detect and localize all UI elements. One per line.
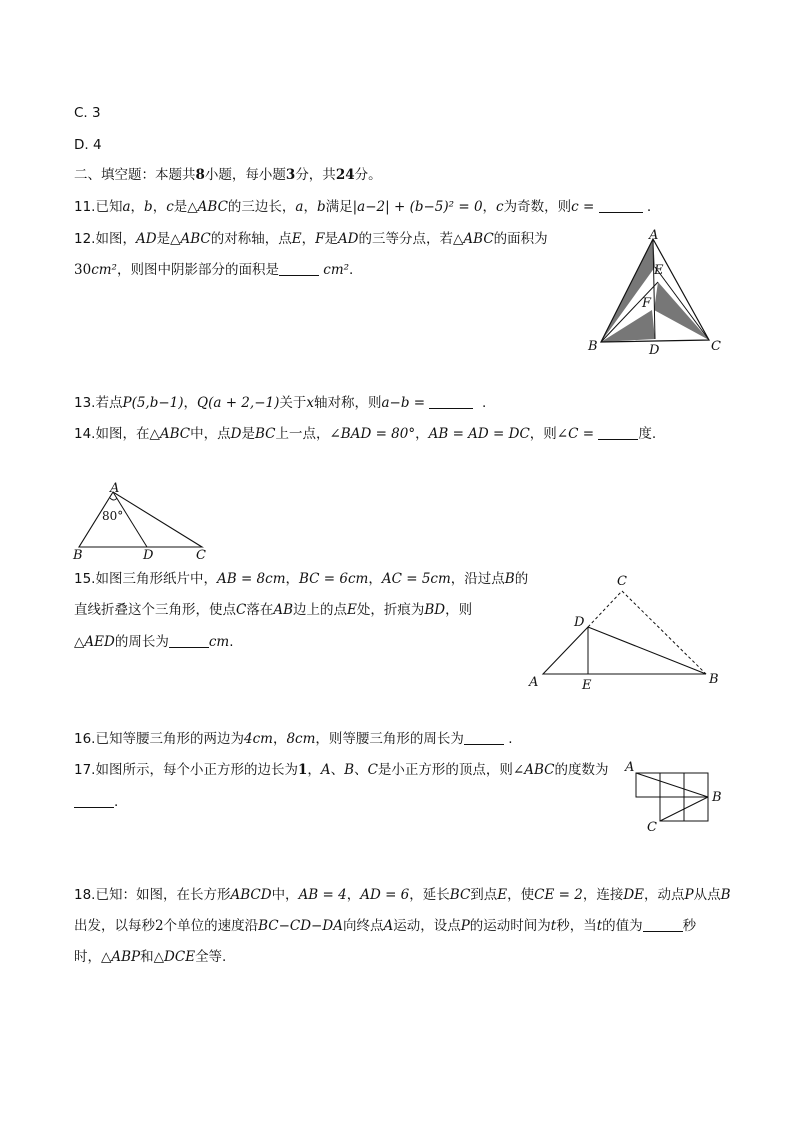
triangle-abc bbox=[79, 492, 202, 547]
label-d: D bbox=[649, 343, 660, 358]
question-11: 11.已知a，b，c是△ABC的三边长，a，b满足|a−2| + (b−5)² = 0，c为奇数，则c = . bbox=[74, 199, 652, 215]
question-16: 16.已知等腰三角形的两边为4cm，8cm，则等腰三角形的周长为 . bbox=[74, 731, 513, 747]
label-d: D bbox=[574, 615, 585, 630]
question-12-line2: 30cm²，则图中阴影部分的面积是 cm². bbox=[74, 262, 354, 278]
label-e: E bbox=[582, 678, 592, 693]
label-b: B bbox=[709, 672, 719, 687]
answer-blank[interactable] bbox=[643, 917, 683, 932]
label-a: A bbox=[649, 228, 659, 243]
answer-blank[interactable] bbox=[429, 394, 473, 409]
option-c: C. 3 bbox=[74, 105, 101, 121]
answer-blank[interactable] bbox=[279, 261, 319, 276]
label-b: B bbox=[712, 790, 722, 805]
label-b: B bbox=[588, 339, 598, 354]
answer-blank[interactable] bbox=[598, 425, 638, 440]
question-14: 14.如图，在△ABC中，点D是BC上一点，∠BAD = 80°，AB = AD = DC，则∠C = 度. bbox=[74, 426, 657, 442]
answer-blank[interactable] bbox=[169, 633, 209, 648]
question-15-line3: △AED的周长为 cm. bbox=[74, 634, 234, 650]
label-e: E bbox=[654, 263, 664, 278]
question-13: 13.若点P(5,b−1)，Q(a + 2,−1)关于x轴对称，则a−b = . bbox=[74, 395, 487, 411]
question-17-line1: 17.如图所示，每个小正方形的边长为1，A、B、C是小正方形的顶点，则∠ABC的度数为 bbox=[74, 762, 609, 778]
dashed-cb bbox=[622, 591, 706, 674]
question-18-line3: 时，△ABP和△DCE全等. bbox=[74, 949, 227, 965]
figure-14 bbox=[70, 480, 215, 565]
question-15-line2: 直线折叠这个三角形，使点C落在AB边上的点E处，折痕为BD，则 bbox=[74, 602, 473, 618]
figure-12 bbox=[585, 225, 725, 365]
section-heading: 二、填空题：本题共8小题，每小题3分，共24分。 bbox=[74, 167, 382, 183]
label-d: D bbox=[143, 548, 154, 563]
answer-blank[interactable] bbox=[464, 730, 504, 745]
label-c: C bbox=[711, 339, 721, 354]
label-b: B bbox=[73, 548, 83, 563]
segment-ab bbox=[636, 773, 708, 797]
label-a: A bbox=[110, 481, 120, 496]
label-c: C bbox=[196, 548, 206, 563]
label-f: F bbox=[642, 296, 652, 311]
label-c: C bbox=[647, 820, 657, 835]
label-a: A bbox=[529, 675, 539, 690]
label-a: A bbox=[625, 760, 635, 775]
figure-15 bbox=[525, 570, 725, 693]
question-18-line1: 18.已知：如图，在长方形ABCD中，AB = 4，AD = 6，延长BC到点E，使CE = 2，连接DE，动点P从点B bbox=[74, 887, 731, 903]
question-15-line1: 15.如图三角形纸片中，AB = 8cm，BC = 6cm，AC = 5cm，沿过点B的 bbox=[74, 571, 529, 587]
question-12-line1: 12.如图，AD是△ABC的对称轴，点E，F是AD的三等分点，若△ABC的面积为 bbox=[74, 231, 548, 247]
answer-blank[interactable] bbox=[599, 198, 643, 213]
label-c: C bbox=[617, 574, 627, 589]
question-17-line2: . bbox=[74, 792, 118, 812]
figure-17 bbox=[625, 760, 730, 835]
answer-blank[interactable] bbox=[74, 793, 114, 808]
label-angle: 80° bbox=[102, 509, 124, 523]
option-d: D. 4 bbox=[74, 137, 102, 153]
dashed-dc bbox=[588, 591, 622, 627]
question-18-line2: 出发，以每秒2个单位的速度沿BC−CD−DA向终点A运动，设点P的运动时间为t秒，当t的值为 秒 bbox=[74, 918, 697, 934]
